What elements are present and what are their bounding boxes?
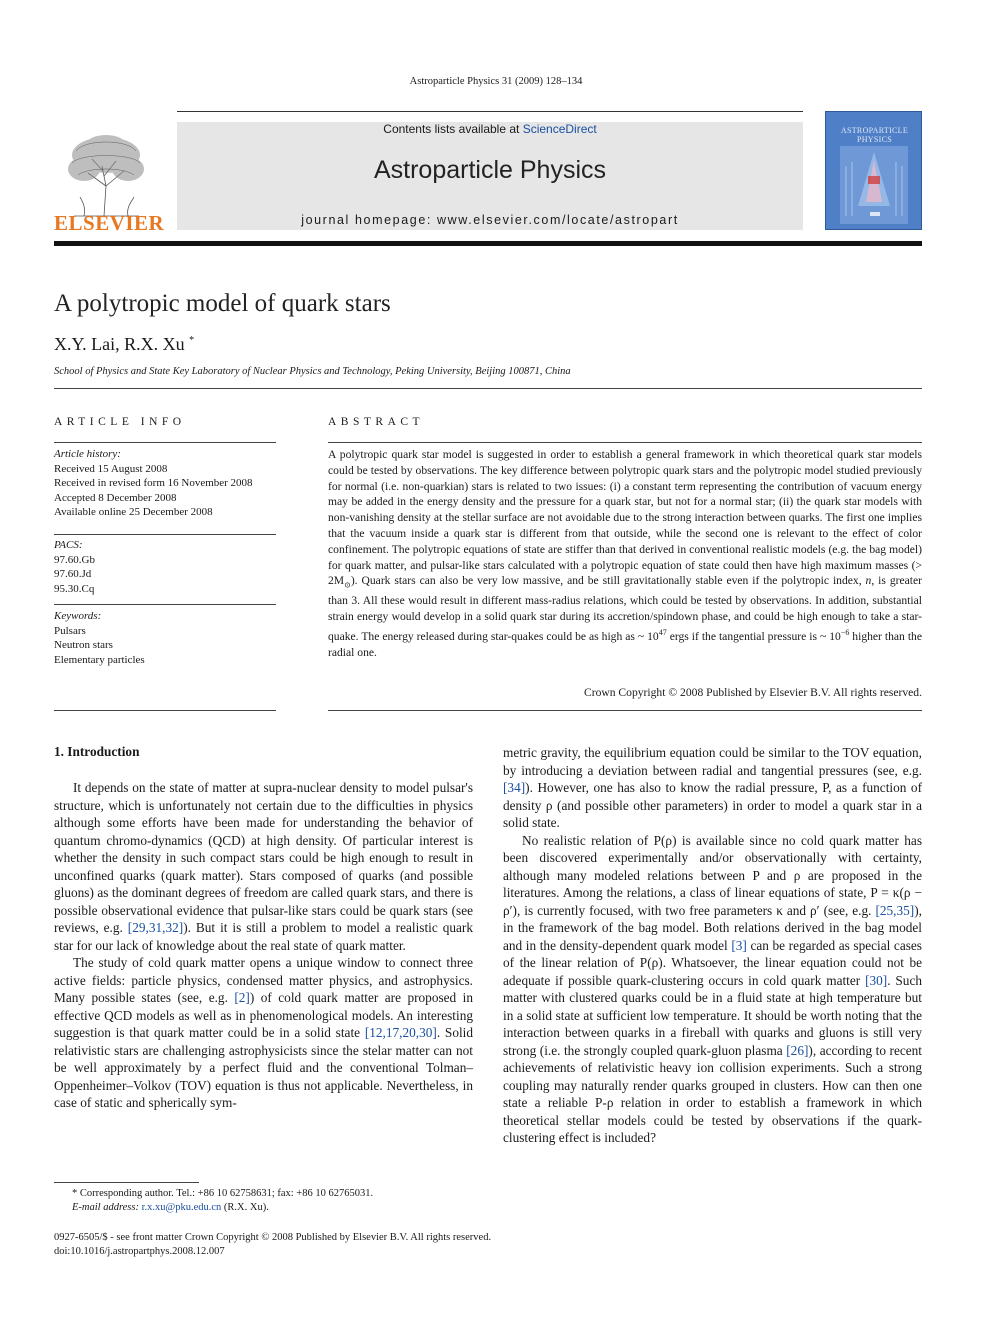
footnote-star: *	[72, 1188, 80, 1199]
issn-line: 0927-6505/$ - see front matter Crown Copyright © 2008 Published by Elsevier B.V. All rights reserved.	[54, 1232, 492, 1243]
paragraph: The study of cold quark matter opens a unique window to connect three active fields: particle physics, condensed matter physics, and astrophysics. Many possible states (see, e.g. [2]) of cold quark matter are proposed in effective QCD models as well as in phenomenological models. An interesting suggestion is that quark matter could be in a solid state [12,17,20,30]. Solid relativistic stars are challenging astrophysicists since the stelar matter can not be well approximately by a perfect fluid and the conventional Tolman–Oppenheimer–Volkov (TOV) equation is thus not applicable. Nevertheless, in case of static and spherically sym-	[54, 955, 474, 1110]
issn-doi-block	[54, 1231, 491, 1259]
info-rule	[54, 710, 276, 711]
pacs-code: 97.60.Jd	[54, 568, 92, 580]
citation-link[interactable]: [12,17,20,30]	[364, 1025, 437, 1040]
email-link[interactable]: r.x.xu@pku.edu.cn	[141, 1202, 222, 1213]
history-label: Article history:	[54, 448, 121, 460]
citation-link[interactable]: [25,35]	[875, 902, 915, 918]
cover-illustration	[840, 146, 908, 224]
contents-prefix: Contents lists available at	[383, 122, 523, 136]
article-info-heading: ARTICLE INFO	[54, 416, 186, 428]
pacs-codes	[54, 538, 276, 596]
body-column-right	[503, 744, 922, 1147]
citation-link[interactable]: [29,31,32]	[127, 920, 184, 935]
header-thick-rule	[54, 241, 922, 246]
paragraph: No realistic relation of P(ρ) is available since no cold quark matter has been discovered experimentally and/or observationally with certainty, although many modeled relations between P and ρ are proposed in the literatures. Among the relations, a class of linear equations of state, P = κ(ρ − ρ′), is currently focused, with two free parameters κ and ρ′ (see, e.g. [25,35]), in the framework of the bag model. Both relations derived in the bag model and in the density-dependent quark model [3] can be regarded as special cases of the linear relation of P(ρ). Whatsoever, the linear equation could not be adequate if possible quark-clustering occurs in cold quark matter [30]. Such matter with clustered quarks could be in a fluid state at high temperature but in a solid state at sufficient low temperature. It should be worth noting that the interaction between quarks in a fireball with quarks and gluons is still very strong (i.e. the strongly coupled quark-gluon plasma [26]), according to recent achievements of relativistic heavy ion collision experiments. Such a strong coupling may naturally render quarks grouped in clusters. How can then one state a reliable P-ρ relation in order to establish a framework in which theoretical stellar models could be tested by observations if the quark-clustering effect is included?	[503, 832, 923, 1145]
paragraph: metric gravity, the equilibrium equation could be similar to the TOV equation, by introducing a deviation between radial and tangential pressures (see, e.g. [34]). However, one has also to know the radial pressure, P, as a function of density ρ (and possible other parameters) in order to model a quark star in a solid state.	[503, 745, 922, 830]
journal-homepage[interactable]: journal homepage: www.elsevier.com/locate/astropart	[301, 213, 679, 227]
affiliation-rule	[54, 388, 922, 389]
section-heading-introduction: 1. Introduction	[54, 744, 140, 759]
corresponding-author-mark[interactable]: *	[189, 335, 195, 346]
header-rule	[177, 111, 803, 112]
journal-cover-image	[825, 111, 922, 230]
info-rule	[54, 534, 276, 535]
corresponding-author-footnote: * Corresponding author. Tel.: +86 10 62758631; fax: +86 10 62765031. E-mail address: r.x.xu@pku.edu.cn (R.X. Xu).	[72, 1188, 374, 1213]
keywords	[54, 609, 276, 667]
sciencedirect-link[interactable]: ScienceDirect	[522, 122, 597, 136]
abstract-heading: ABSTRACT	[328, 416, 425, 428]
abstract-copyright: Crown Copyright © 2008 Published by Elsevier B.V. All rights reserved.	[583, 686, 922, 699]
doi-line[interactable]: doi:10.1016/j.astropartphys.2008.12.007	[54, 1246, 225, 1257]
sun-symbol: ⊙	[344, 580, 351, 590]
pacs-label: PACS:	[54, 539, 83, 551]
author-list	[54, 334, 194, 355]
abstract-rule	[328, 442, 922, 443]
article-title: A polytropic model of quark stars	[54, 290, 391, 317]
elsevier-wordmark: ELSEVIER	[54, 211, 165, 235]
citation-link[interactable]: [3]	[731, 937, 747, 953]
info-rule	[54, 604, 276, 605]
pacs-code: 95.30.Cq	[54, 582, 95, 595]
keyword: Elementary particles	[54, 653, 145, 666]
abstract-text: A polytropic quark star model is suggested in order to establish a general framework in which theoretical quark star models could be tested by observations. The key difference between polytropic quark stars and the polytropic model studied previously for normal (i.e. non-quarkian) stars is related to two issues: (i) a constant term representing the contribution of vacuum energy may be added in the energy density and the pressure for a quark star, but not for a normal star; (ii) the quark star models with non-vanishing density at the stellar surface are not avoidable due to the strong interaction between quarks. The first one implies that the vacuum inside a quark star is different from that outside, while the second one is relevant to the effect of color confinement. The polytropic equations of state are stiffer than that derived in conventional realistic models (e.g. the bag model) for quark matter, and pulsar-like stars calculated with a polytropic equation of state could then have high maximum masses (> $2M_⊙$). Quark stars can also be very low massive, and be still gravitationally stable even if the polytropic index, n, is greater than 3. All these would result in different mass-radius relations, which could be tested by observations. In addition, substantial strain energy would develop in a solid quark star during its accretion/spindown phase, and could be high enough to take a star-quake. The energy released during star-quakes could be as high as ~ $10^{47}$ ergs if the tangential pressure is ~ $10^{-6}$ higher than the radial one.	[328, 448, 922, 659]
contents-line	[177, 122, 803, 136]
pacs-code: 97.60.Gb	[54, 553, 95, 566]
authors: X.Y. Lai, R.X. Xu	[54, 334, 185, 354]
keyword: Pulsars	[54, 624, 86, 637]
journal-name: Astroparticle Physics	[373, 156, 607, 184]
keyword: Neutron stars	[54, 639, 113, 651]
paragraph: It depends on the state of matter at supra-nuclear density to model pulsar's structure, which is unfortunately not certain due to the difficulties in physics although some efforts have been made for understanding the behavior of quantum chromo-dynamics (QCD) at high density. Of particular interest is whether the density in such compact stars could be high enough to result in unconfined quarks (quark matter). Stars composed of quarks (and possible gluons) as the dominant degrees of freedom are called quark stars, and there is possible observational evidence that pulsar-like stars could be quark stars (see reviews, e.g. [29,31,32]). But it is still a problem to model a realistic quark star for our lack of knowledge about the real state of quark matter.	[54, 780, 473, 953]
citation-link[interactable]: [2]	[234, 990, 250, 1005]
history-entry: Accepted 8 December 2008	[54, 491, 177, 504]
history-entry: Available online 25 December 2008	[54, 506, 213, 518]
footnote-rule	[54, 1182, 199, 1183]
history-entry: Received 15 August 2008	[54, 462, 168, 475]
citation-link[interactable]: [34]	[503, 780, 526, 795]
citation-link[interactable]: [30]	[865, 972, 888, 988]
citation-link[interactable]: [26]	[786, 1042, 809, 1058]
abstract-rule	[328, 710, 922, 711]
running-head: Astroparticle Physics 31 (2009) 128–134	[409, 76, 583, 87]
body-column-left	[54, 779, 473, 1112]
article-history	[54, 447, 276, 520]
affiliation: School of Physics and State Key Laboratory of Nuclear Physics and Technology, Peking University, Beijing 100871, China	[54, 366, 571, 377]
history-entry: Received in revised form 16 November 2008	[54, 477, 253, 489]
cover-title: ASTROPARTICLE PHYSICS	[840, 126, 909, 144]
info-rule	[54, 442, 276, 443]
keywords-label: Keywords:	[54, 610, 102, 622]
